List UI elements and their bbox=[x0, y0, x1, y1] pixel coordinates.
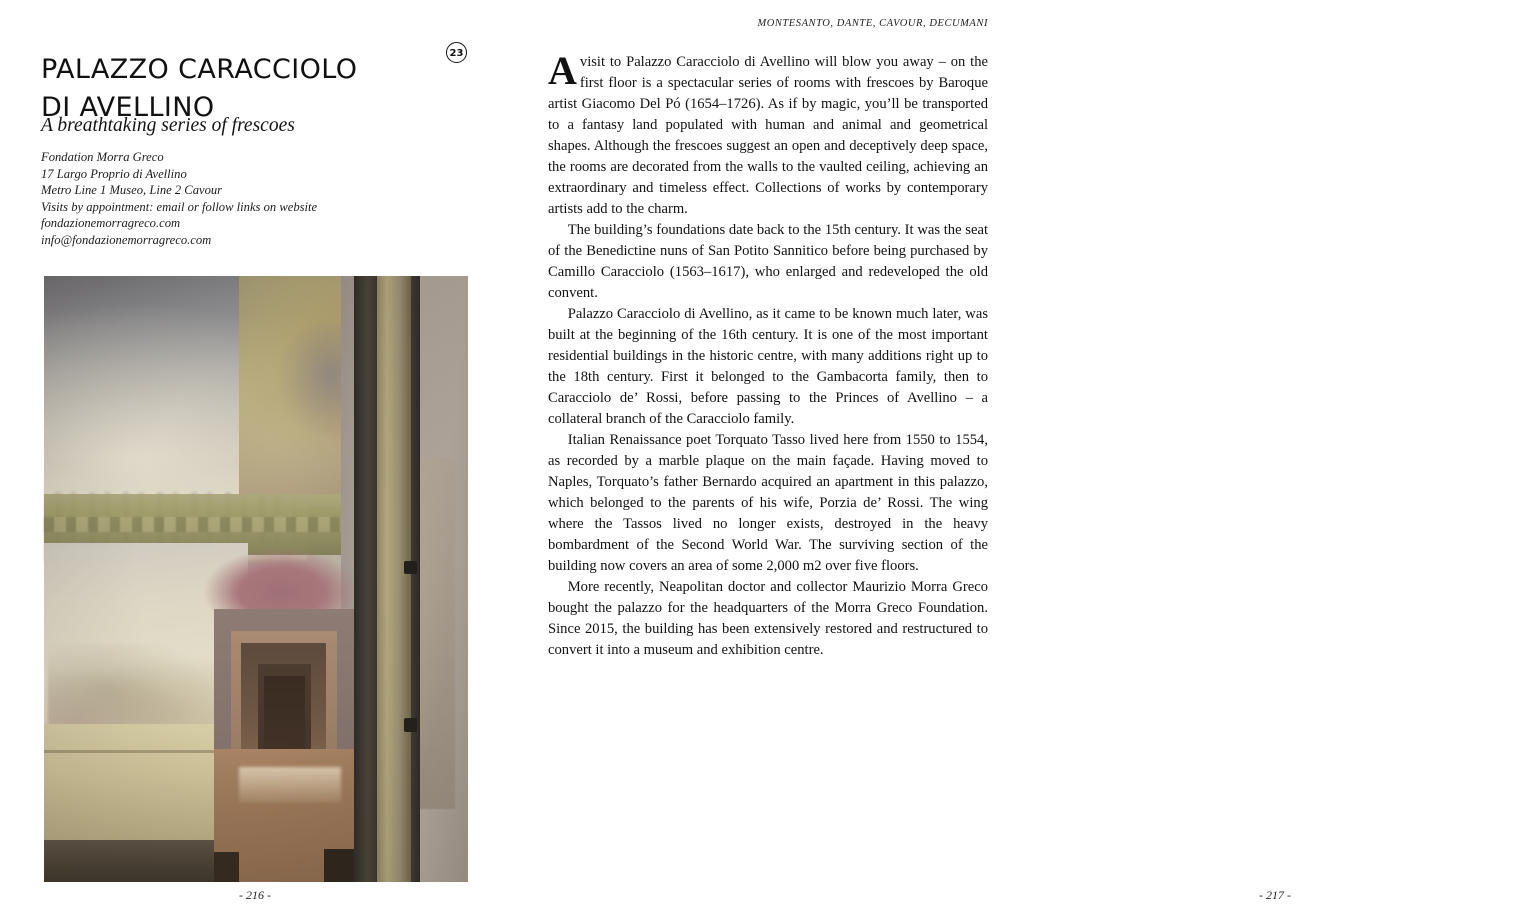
page-title-line-1: PALAZZO CARACCIOLO bbox=[41, 54, 358, 86]
body-paragraph: The building’s foundations date back to the 15th century. It was the seat of the Benedictine nuns of San Potito Sannitico before being purchased by Camillo Caracciolo (1563–1617), who enlarged and redeveloped the old convent. bbox=[548, 222, 988, 301]
article-body bbox=[548, 48, 988, 661]
left-page bbox=[0, 0, 510, 923]
photo-open-door-shadow bbox=[354, 276, 377, 882]
body-paragraph: More recently, Neapolitan doctor and collector Maurizio Morra Greco bought the palazzo for the headquarters of the Morra Greco Foundation. Since 2015, the building has been extensively restored and restructured to convert it into a museum and exhibition centre. bbox=[548, 579, 988, 658]
venue-address: 17 Largo Proprio di Avellino bbox=[41, 166, 187, 181]
folio-right: - 217 - bbox=[1259, 888, 1291, 902]
photo-floor-light-pool bbox=[239, 767, 341, 803]
body-paragraph: Avisit to Palazzo Caracciolo di Avellino will blow you away – on the first floor is a spectacular series of rooms with frescoes by Baroque artist Giacomo Del Pó (1654–1726). As if by magic, you’ll be transported to a fantasy land populated with human and animal and geometrical shapes. Although the frescoes suggest an open and deceptively deep space, the rooms are decorated from the walls to the vaulted ceiling, achieving an extraordinary and timeless effect. Collections of works by contemporary artists add to the charm. bbox=[548, 48, 988, 217]
page-subtitle: A breathtaking series of frescoes bbox=[41, 115, 295, 136]
venue-website: fondazionemorragreco.com bbox=[41, 216, 181, 231]
body-paragraph: Italian Renaissance poet Torquato Tasso lived here from 1550 to 1554, as recorded by a marble plaque on the main façade. Having moved to Naples, Torquato’s father Bernardo acquired an apartment in this palazzo, which belonged to the parents of his wife, Porzia de’ Rossi. The wing where the Tassos lived no longer exists, destroyed in the heavy bombardment of the Second World War. The surviving section of the building now covers an area of some 2,000 m2 over five floors. bbox=[548, 432, 988, 574]
venue-transport: Metro Line 1 Museo, Line 2 Cavour bbox=[41, 183, 223, 198]
photo-door-hinge-lower bbox=[404, 718, 417, 731]
photo-open-door-edge bbox=[411, 276, 420, 882]
photo-door-hinge-upper bbox=[404, 561, 417, 574]
photo-dado-base bbox=[44, 840, 226, 882]
photo-open-door-panel bbox=[377, 276, 411, 882]
body-paragraph: Palazzo Caracciolo di Avellino, as it came to be known much later, was built at the beginning of the 16th century. It is one of the most important residential buildings in the historic centre, with many additions right up to the 18th century. First it belonged to the Gambacorta family, then to Caracciolo de’ Rossi, before passing to the Princes of Avellino – a collateral branch of the Caracciolo family. bbox=[548, 306, 988, 427]
venue-email: info@fondazionemorragreco.com bbox=[41, 232, 212, 247]
right-page bbox=[510, 0, 1291, 923]
folio-left: - 216 - bbox=[239, 888, 271, 902]
venue-visiting-info: Visits by appointment: email or follow links on website bbox=[41, 199, 318, 214]
running-head: MONTESANTO, DANTE, CAVOUR, DECUMANI bbox=[757, 18, 988, 29]
venue-info-block bbox=[41, 149, 461, 249]
page-title-line-2: DI AVELLINO bbox=[41, 92, 215, 124]
venue-name: Fondation Morra Greco bbox=[41, 150, 164, 164]
palazzo-interior-photograph bbox=[44, 276, 468, 882]
chapter-number-badge: 23 bbox=[446, 42, 467, 63]
photo-plinth-left bbox=[214, 852, 239, 882]
